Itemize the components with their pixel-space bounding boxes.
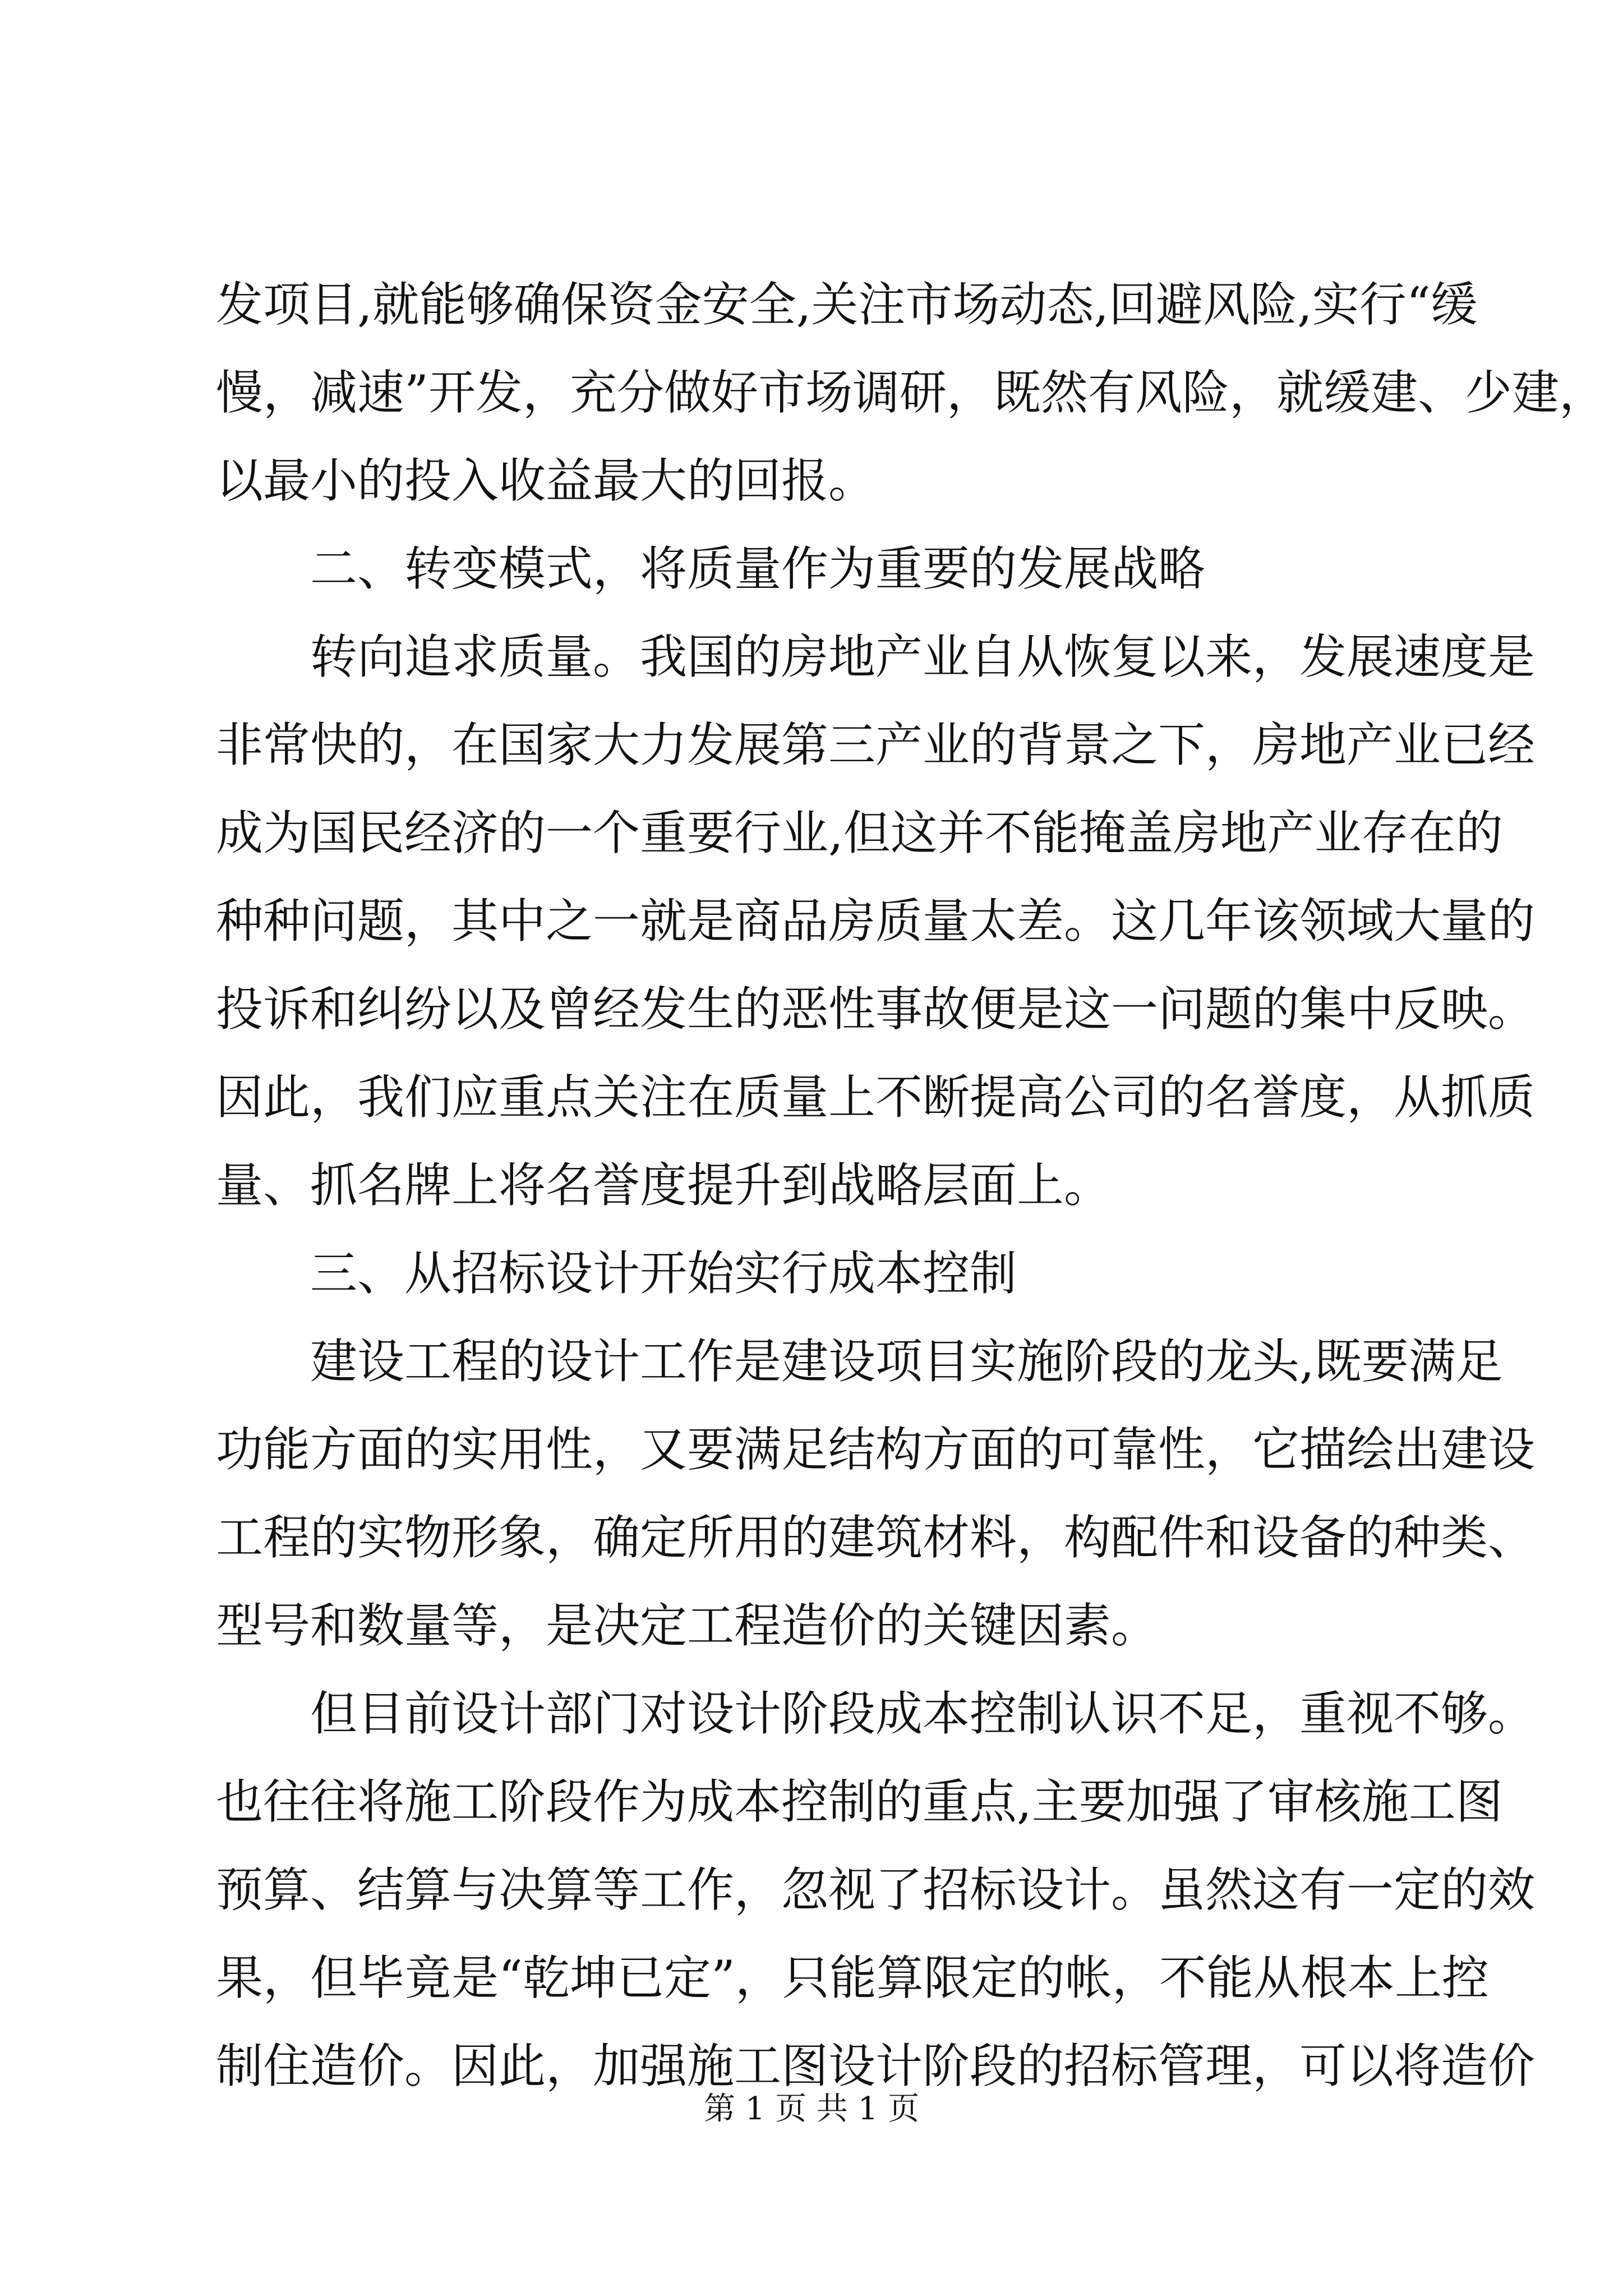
text-line: 慢，减速”开发，充分做好市场调研，既然有风险，就缓建、少建，	[216, 365, 1606, 420]
text-line: 工程的实物形象，确定所用的建筑材料，构配件和设备的种类、	[216, 1510, 1536, 1565]
text-line: 因此，我们应重点关注在质量上不断提高公司的名誉度，从抓质	[216, 1070, 1536, 1125]
text-line: 发项目,就能够确保资金安全,关注市场动态,回避风险,实行“缓	[216, 277, 1478, 332]
text-line: 型号和数量等，是决定工程造价的关键因素。	[216, 1598, 1159, 1653]
text-line: 量、抓名牌上将名誉度提升到战略层面上。	[216, 1158, 1112, 1213]
text-line: 以最小的投入收益最大的回报。	[216, 453, 876, 508]
text-line: 成为国民经济的一个重要行业,但这并不能掩盖房地产业存在的	[216, 806, 1503, 861]
text-line: 也往往将施工阶段作为成本控制的重点,主要加强了审核施工图	[216, 1774, 1503, 1829]
text-line: 转向追求质量。我国的房地产业自从恢复以来，发展速度是	[310, 629, 1536, 684]
text-line: 但目前设计部门对设计阶段成本控制认识不足，重视不够。	[310, 1686, 1536, 1741]
text-line: 建设工程的设计工作是建设项目实施阶段的龙头,既要满足	[310, 1334, 1503, 1389]
text-line: 种种问题，其中之一就是商品房质量太差。这几年该领域大量的	[216, 894, 1536, 949]
page-number: 第 1 页 共 1 页	[703, 2091, 920, 2127]
section-heading: 三、从招标设计开始实行成本控制	[310, 1246, 1017, 1301]
text-line: 果，但毕竟是“乾坤已定”，只能算限定的帐，不能从根本上控	[216, 1950, 1489, 2005]
text-line: 制住造价。因此，加强施工图设计阶段的招标管理，可以将造价	[216, 2039, 1536, 2093]
text-line: 功能方面的实用性，又要满足结构方面的可靠性，它描绘出建设	[216, 1422, 1536, 1477]
text-line: 非常快的，在国家大力发展第三产业的背景之下，房地产业已经	[216, 717, 1536, 772]
text-line: 投诉和纠纷以及曾经发生的恶性事故便是这一问题的集中反映。	[216, 982, 1536, 1037]
document-body	[216, 261, 1606, 2110]
section-heading: 二、转变模式，将质量作为重要的发展战略	[310, 541, 1206, 596]
text-line: 预算、结算与决算等工作，忽视了招标设计。虽然这有一定的效	[216, 1862, 1536, 1917]
